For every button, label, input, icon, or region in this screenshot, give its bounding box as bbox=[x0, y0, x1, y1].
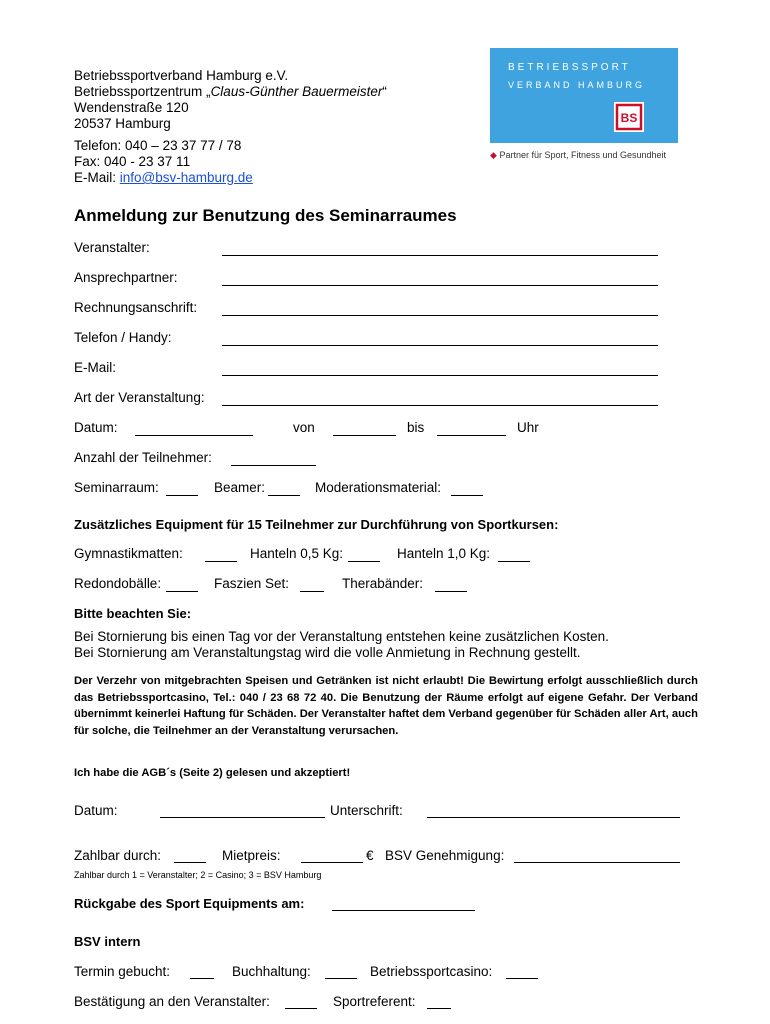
bullet-icon: ◆ bbox=[490, 150, 497, 160]
input-seminarraum[interactable] bbox=[166, 495, 198, 496]
label-unterschrift: Unterschrift: bbox=[330, 803, 403, 818]
label-genehmigung: BSV Genehmigung: bbox=[385, 848, 505, 863]
input-veranstalter[interactable] bbox=[222, 255, 658, 256]
equipment-heading: Zusätzliches Equipment für 15 Teilnehmer zur Durchführung von Sportkursen: bbox=[74, 517, 559, 532]
email-link[interactable]: info@bsv-hamburg.de bbox=[119, 170, 253, 185]
input-von[interactable] bbox=[333, 435, 396, 436]
input-gymnastikmatten[interactable] bbox=[205, 561, 237, 562]
internal-heading: BSV intern bbox=[74, 934, 141, 949]
input-genehmigung[interactable] bbox=[514, 862, 680, 863]
input-redondobaelle[interactable] bbox=[166, 591, 198, 592]
payment-note: Zahlbar durch 1 = Veranstalter; 2 = Casino; 3 = BSV Hamburg bbox=[74, 870, 322, 880]
bsv-logo bbox=[490, 48, 678, 143]
label-telefon: Telefon / Handy: bbox=[74, 330, 172, 345]
label-redondobaelle: Redondobälle: bbox=[74, 576, 162, 591]
input-casino[interactable] bbox=[506, 978, 538, 979]
input-rechnungsanschrift[interactable] bbox=[222, 315, 658, 316]
input-ansprechpartner[interactable] bbox=[222, 285, 658, 286]
label-beamer: Beamer: bbox=[214, 480, 266, 495]
input-mietpreis[interactable] bbox=[301, 862, 363, 863]
input-unterschrift[interactable] bbox=[427, 817, 680, 818]
label-hanteln-10: Hanteln 1,0 Kg: bbox=[397, 546, 491, 561]
label-von: von bbox=[293, 420, 315, 435]
label-faszien-set: Faszien Set: bbox=[214, 576, 290, 591]
input-therabaender[interactable] bbox=[435, 591, 467, 592]
bs-emblem-icon bbox=[614, 102, 644, 132]
label-uhr: Uhr bbox=[517, 420, 539, 435]
return-label: Rückgabe des Sport Equipments am: bbox=[74, 896, 305, 911]
input-return-date[interactable] bbox=[332, 910, 475, 911]
input-moderation[interactable] bbox=[451, 495, 483, 496]
logo-tagline: Partner für Sport, Fitness und Gesundheit bbox=[499, 150, 667, 160]
rules-paragraph: Der Verzehr von mitgebrachten Speisen und Getränken ist nicht erlaubt! Die Bewirtung erfolgt ausschließlich durch das Betriebssportcasino, Tel.: 040 / 23 68 72 40. Die Benutzung der Räume erfolgt auf eigene Gefahr. Der Verband übernimmt keinerlei Haftung für Schäden. Der Veranstalter haftet dem Verband gegenüber für Schäden aller Art, auch für solche, die Teilnehmer an der Veranstaltung verursachen. bbox=[74, 675, 698, 737]
logo-line1: BETRIEBSSPORT bbox=[508, 62, 631, 73]
input-bestaetigung[interactable] bbox=[285, 1008, 317, 1009]
input-telefon[interactable] bbox=[222, 345, 658, 346]
label-casino: Betriebssportcasino: bbox=[370, 964, 493, 979]
city: 20537 Hamburg bbox=[74, 116, 171, 131]
sportzentrum-line bbox=[74, 84, 387, 99]
sportzentrum-name: Claus-Günther Bauermeister bbox=[210, 84, 383, 99]
label-sign-datum: Datum: bbox=[74, 803, 118, 818]
logo-line2: VERBAND HAMBURG bbox=[508, 80, 646, 90]
phone: Telefon: 040 – 23 37 77 / 78 bbox=[74, 138, 242, 153]
label-ansprechpartner: Ansprechpartner: bbox=[74, 270, 178, 285]
label-bestaetigung: Bestätigung an den Veranstalter: bbox=[74, 994, 270, 1009]
euro-sign: € bbox=[366, 848, 374, 863]
label-sportreferent: Sportreferent: bbox=[333, 994, 416, 1009]
input-buchhaltung[interactable] bbox=[325, 978, 357, 979]
email-label: E-Mail: bbox=[74, 170, 120, 185]
input-faszien-set[interactable] bbox=[300, 591, 324, 592]
label-moderation: Moderationsmaterial: bbox=[315, 480, 442, 495]
sportzentrum-prefix: Betriebssportzentrum „ bbox=[74, 84, 211, 99]
fax: Fax: 040 - 23 37 11 bbox=[74, 154, 191, 169]
logo-tagline-row bbox=[490, 150, 666, 161]
label-zahlbar: Zahlbar durch: bbox=[74, 848, 162, 863]
label-gymnastikmatten: Gymnastikmatten: bbox=[74, 546, 183, 561]
emblem-monogram: BS bbox=[620, 111, 638, 125]
label-veranstalter: Veranstalter: bbox=[74, 240, 150, 255]
agb-statement: Ich habe die AGB´s (Seite 2) gelesen und akzeptiert! bbox=[74, 767, 351, 779]
notice-storno-2: Bei Stornierung am Veranstaltungstag wird die volle Anmietung in Rechnung gestellt. bbox=[74, 645, 581, 660]
input-beamer[interactable] bbox=[268, 495, 300, 496]
input-sign-datum[interactable] bbox=[160, 817, 325, 818]
label-hanteln-05: Hanteln 0,5 Kg: bbox=[250, 546, 344, 561]
label-bis: bis bbox=[407, 420, 425, 435]
input-hanteln-10[interactable] bbox=[498, 561, 530, 562]
sportzentrum-suffix: “ bbox=[382, 84, 387, 99]
label-buchhaltung: Buchhaltung: bbox=[232, 964, 311, 979]
input-hanteln-05[interactable] bbox=[348, 561, 380, 562]
input-email[interactable] bbox=[222, 375, 658, 376]
form-title: Anmeldung zur Benutzung des Seminarraumes bbox=[74, 206, 457, 225]
notice-storno-1: Bei Stornierung bis einen Tag vor der Veranstaltung entstehen keine zusätzlichen Kosten. bbox=[74, 629, 609, 644]
label-mietpreis: Mietpreis: bbox=[222, 848, 281, 863]
input-sportreferent[interactable] bbox=[427, 1008, 451, 1009]
input-teilnehmer[interactable] bbox=[231, 465, 316, 466]
input-art[interactable] bbox=[222, 405, 658, 406]
label-seminarraum: Seminarraum: bbox=[74, 480, 159, 495]
label-termin: Termin gebucht: bbox=[74, 964, 171, 979]
email-line bbox=[74, 170, 253, 185]
label-art: Art der Veranstaltung: bbox=[74, 390, 205, 405]
label-rechnungsanschrift: Rechnungsanschrift: bbox=[74, 300, 198, 315]
input-datum[interactable] bbox=[135, 435, 253, 436]
input-zahlbar[interactable] bbox=[174, 862, 206, 863]
input-termin[interactable] bbox=[190, 978, 214, 979]
street: Wendenstraße 120 bbox=[74, 100, 189, 115]
label-therabaender: Therabänder: bbox=[342, 576, 424, 591]
input-bis[interactable] bbox=[437, 435, 506, 436]
notice-heading: Bitte beachten Sie: bbox=[74, 606, 192, 621]
label-datum: Datum: bbox=[74, 420, 118, 435]
label-teilnehmer: Anzahl der Teilnehmer: bbox=[74, 450, 212, 465]
org-name: Betriebssportverband Hamburg e.V. bbox=[74, 68, 289, 83]
label-email: E-Mail: bbox=[74, 360, 117, 375]
